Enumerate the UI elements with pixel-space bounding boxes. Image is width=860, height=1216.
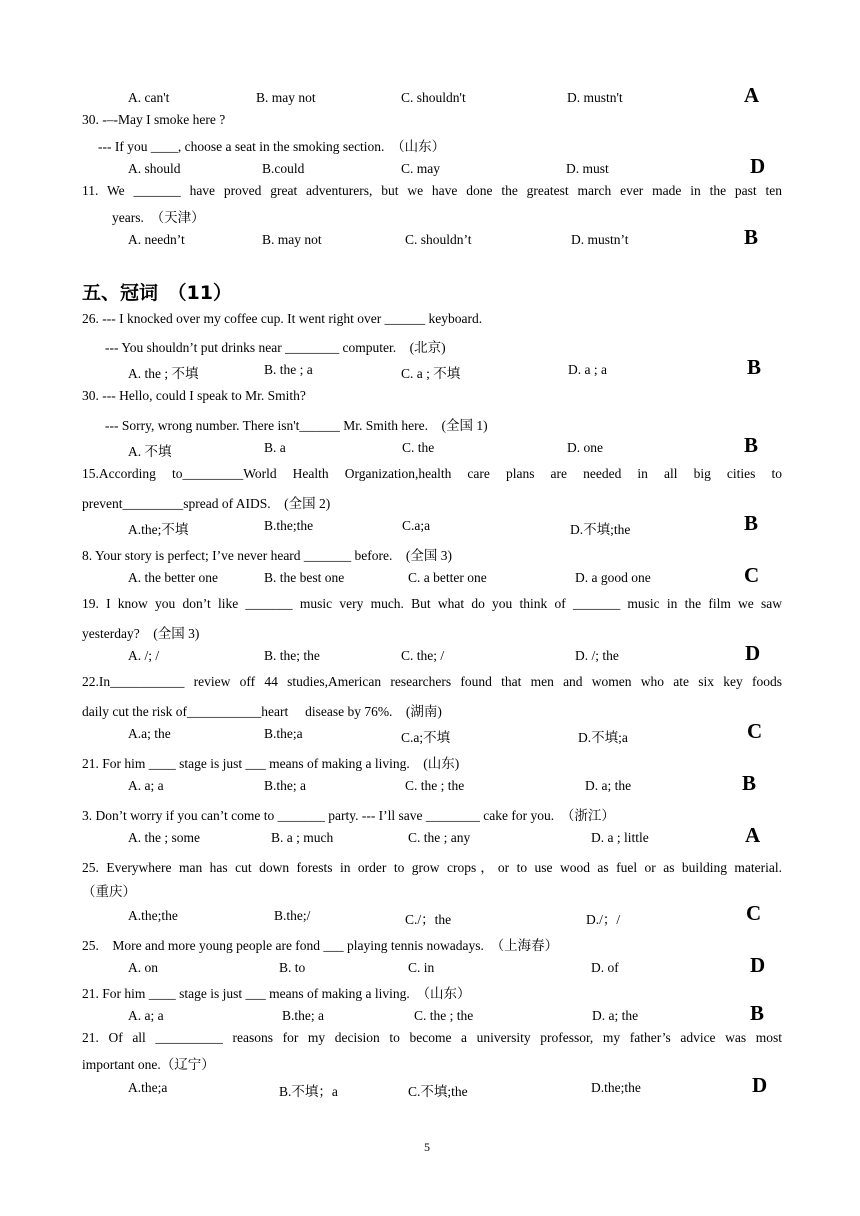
option-c: C. shouldn’t: [405, 232, 472, 247]
option-a: A. the ; 不填: [128, 366, 199, 381]
option-c: C. the ; the: [405, 778, 465, 793]
option-a: A. on: [128, 960, 158, 975]
question-line: 15.According to_________World Health Organization,health care plans are needed in all big cities to: [82, 466, 782, 481]
option-a: A. /; /: [128, 648, 160, 663]
option-b: B. the; the: [264, 648, 320, 663]
options-row: [0, 1001, 860, 1028]
option-a: A. needn’t: [128, 232, 185, 247]
option-a: A. a; a: [128, 778, 164, 793]
option-c: C.不填;the: [408, 1084, 468, 1099]
answer-letter: B: [744, 433, 759, 457]
question-line: 11. We _______ have proved great adventurers, but we have done the greatest march ever made in the past ten: [82, 183, 782, 198]
option-d: D. of: [591, 960, 619, 975]
answer-letter: D: [745, 641, 761, 665]
option-c: C. the ; the: [414, 1008, 474, 1023]
options-row: [0, 901, 860, 928]
options-row: [0, 154, 860, 181]
question-line: years. （天津）: [112, 210, 205, 225]
question-line: 25. More and more young people are fond ___ playing tennis nowadays. （上海春）: [82, 938, 559, 953]
question-line: 19. I know you don’t like _______ music very much. But what do you think of _______ music in the film we saw: [82, 596, 782, 611]
option-c: C. shouldn't: [401, 90, 466, 105]
options-row: [0, 953, 860, 980]
option-b: B.the; a: [282, 1008, 324, 1023]
question-line: 30. -–-May I smoke here ?: [82, 112, 226, 127]
question-line: --- You shouldn’t put drinks near ________ computer. (北京): [105, 340, 446, 355]
answer-letter: B: [742, 771, 757, 795]
option-b: B.the; a: [264, 778, 306, 793]
options-row: [0, 511, 860, 538]
question-line: 21. For him ____ stage is just ___ means of making a living. （山东）: [82, 986, 471, 1001]
answer-letter: B: [750, 1001, 765, 1025]
option-c: C./；the: [405, 912, 452, 927]
options-row: [0, 83, 860, 110]
question-line: 26. --- I knocked over my coffee cup. It went right over ______ keyboard.: [82, 311, 483, 326]
page-number: 5: [424, 1140, 430, 1154]
option-b: B.the;/: [274, 908, 311, 923]
answer-letter: B: [744, 511, 759, 535]
answer-letter: D: [750, 953, 766, 977]
option-b: B. may not: [256, 90, 316, 105]
option-a: A.the;不填: [128, 522, 189, 537]
answer-letter: C: [747, 719, 763, 743]
options-row: [0, 225, 860, 252]
option-d: D.不填;a: [578, 730, 628, 745]
question-line: important one.（辽宁）: [82, 1057, 215, 1072]
option-d: D. mustn't: [567, 90, 623, 105]
option-c: C. a ; 不填: [401, 366, 461, 381]
option-a: A. 不填: [128, 444, 172, 459]
answer-letter: D: [752, 1073, 768, 1097]
answer-letter: D: [750, 154, 766, 178]
option-a: A.the;a: [128, 1080, 168, 1095]
options-row: [0, 641, 860, 668]
question-line: （重庆）: [82, 884, 136, 899]
option-d: D. mustn’t: [571, 232, 629, 247]
option-d: D. a; the: [585, 778, 632, 793]
option-b: B. the best one: [264, 570, 345, 585]
option-b: B.the;a: [264, 726, 303, 741]
option-d: D. a ; little: [591, 830, 649, 845]
option-b: B. to: [279, 960, 306, 975]
answer-letter: B: [747, 355, 762, 379]
options-row: [0, 355, 860, 382]
option-d: D.the;the: [591, 1080, 641, 1095]
option-d: D. a; the: [592, 1008, 639, 1023]
answer-letter: A: [745, 823, 761, 847]
option-a: A.the;the: [128, 908, 178, 923]
option-b: B.不填；a: [279, 1084, 338, 1099]
option-a: A. the better one: [128, 570, 218, 585]
option-c: C. may: [401, 161, 440, 176]
question-line: 25. Everywhere man has cut down forests in order to grow crops，or to use wood as fuel or as building material.: [82, 860, 782, 875]
option-b: B. a: [264, 440, 286, 455]
option-c: C. the; /: [401, 648, 445, 663]
option-c: C. a better one: [408, 570, 487, 585]
question-line: 22.In___________ review off 44 studies,American researchers found that men and women who ate six key foods: [82, 674, 782, 689]
option-c: C. the: [402, 440, 435, 455]
option-a: A. can't: [128, 90, 170, 105]
question-line: 30. --- Hello, could I speak to Mr. Smith?: [82, 388, 306, 403]
option-b: B. the ; a: [264, 362, 313, 377]
option-c: C. in: [408, 960, 435, 975]
option-a: A. a; a: [128, 1008, 164, 1023]
option-d: D./；/: [586, 912, 621, 927]
answer-letter: B: [744, 225, 759, 249]
question-line: yesterday? (全国 3): [82, 626, 200, 641]
option-b: B.could: [262, 161, 305, 176]
option-d: D. one: [567, 440, 603, 455]
options-row: [0, 563, 860, 590]
option-a: A. should: [128, 161, 181, 176]
answer-letter: A: [744, 83, 760, 107]
option-c: C.a;不填: [401, 730, 451, 745]
question-line: 21. For him ____ stage is just ___ means of making a living. (山东): [82, 756, 460, 771]
option-b: B. may not: [262, 232, 322, 247]
option-d: D. must: [566, 161, 609, 176]
options-row: [0, 1073, 860, 1100]
question-line: 8. Your story is perfect; I’ve never heard _______ before. (全国 3): [82, 548, 453, 563]
options-row: [0, 719, 860, 746]
option-d: D. a ; a: [568, 362, 607, 377]
answer-letter: C: [746, 901, 762, 925]
question-line: 3. Don’t worry if you can’t come to _______ party. --- I’ll save ________ cake for you. （浙江）: [82, 808, 615, 823]
question-line: 21. Of all __________ reasons for my decision to become a university professor, my father’s advice was most: [82, 1030, 782, 1045]
question-line: --- If you ____, choose a seat in the smoking section. （山东）: [98, 139, 446, 154]
section-title: 五、冠词 （11）: [82, 282, 232, 304]
answer-letter: C: [744, 563, 760, 587]
options-row: [0, 433, 860, 460]
option-d: D. a good one: [575, 570, 651, 585]
option-c: C. the ; any: [408, 830, 471, 845]
option-d: D. /; the: [575, 648, 619, 663]
options-row: [0, 823, 860, 850]
question-line: --- Sorry, wrong number. There isn't______ Mr. Smith here. (全国 1): [105, 418, 488, 433]
question-line: prevent_________spread of AIDS. (全国 2): [82, 496, 331, 511]
options-row: [0, 771, 860, 798]
option-c: C.a;a: [402, 518, 431, 533]
option-a: A.a; the: [128, 726, 171, 741]
option-d: D.不填;the: [570, 522, 631, 537]
option-b: B.the;the: [264, 518, 314, 533]
option-b: B. a ; much: [271, 830, 334, 845]
question-line: daily cut the risk of___________heart disease by 76%. (湖南): [82, 704, 442, 719]
option-a: A. the ; some: [128, 830, 200, 845]
